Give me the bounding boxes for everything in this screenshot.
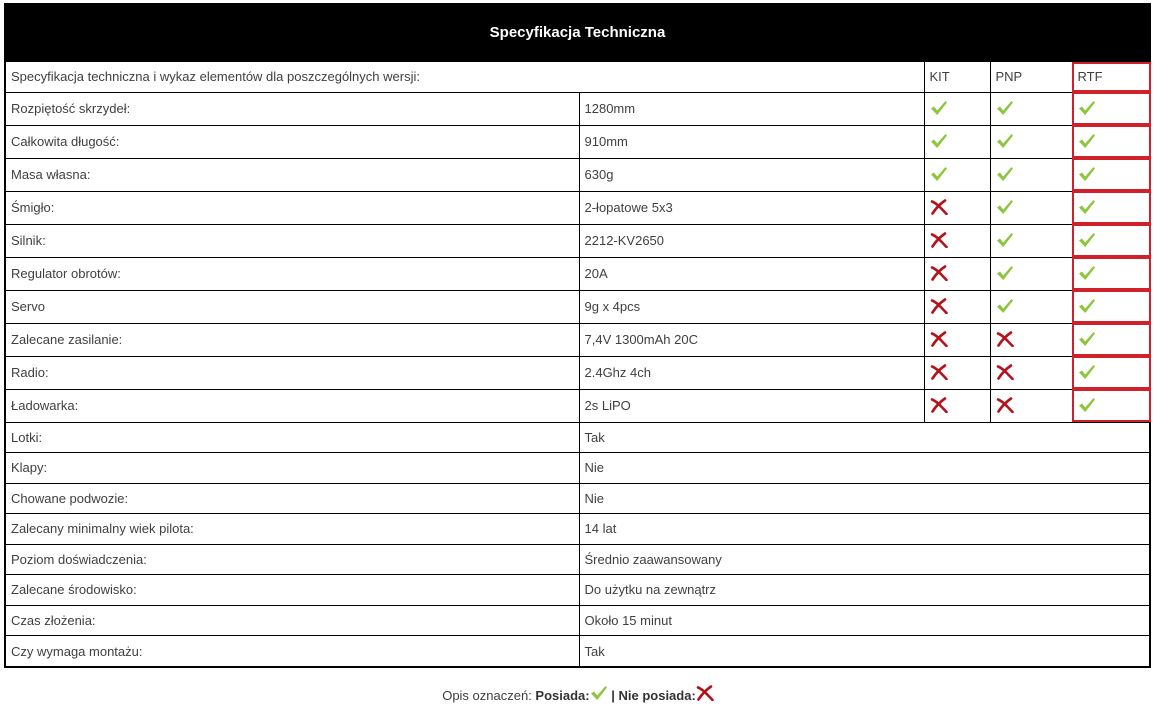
cross-icon xyxy=(996,397,1014,413)
check-icon xyxy=(1078,298,1096,314)
pnp-availability xyxy=(990,323,1072,356)
rtf-availability xyxy=(1072,323,1151,356)
row-label: Ładowarka: xyxy=(6,389,579,422)
row-label: Czy wymaga montażu: xyxy=(6,636,579,667)
row-label: Regulator obrotów: xyxy=(6,257,579,290)
check-icon xyxy=(996,166,1014,182)
check-icon xyxy=(1078,133,1096,149)
row-label: Rozpiętość skrzydeł: xyxy=(6,92,579,125)
pnp-availability xyxy=(990,257,1072,290)
kit-availability xyxy=(924,125,990,158)
pnp-availability xyxy=(990,125,1072,158)
kit-availability xyxy=(924,323,990,356)
rtf-availability xyxy=(1072,356,1151,389)
cross-icon xyxy=(930,199,948,215)
table-row xyxy=(6,575,1151,606)
table-row xyxy=(6,544,1151,575)
check-icon xyxy=(1078,100,1096,116)
row-label: Zalecane środowisko: xyxy=(6,575,579,606)
table-row xyxy=(6,290,1151,323)
rtf-availability xyxy=(1072,290,1151,323)
pnp-availability xyxy=(990,158,1072,191)
header-description: Specyfikacja techniczna i wykaz elementów dla poszczególnych wersji: xyxy=(6,62,924,92)
table-row xyxy=(6,389,1151,422)
check-icon xyxy=(1078,331,1096,347)
pnp-availability xyxy=(990,92,1072,125)
row-value: Tak xyxy=(579,422,1151,453)
legend-separator: | xyxy=(607,688,619,703)
row-value: Nie xyxy=(579,453,1151,484)
pnp-availability xyxy=(990,290,1072,323)
kit-availability xyxy=(924,158,990,191)
row-value: Nie xyxy=(579,483,1151,514)
check-icon xyxy=(1078,397,1096,413)
table-row xyxy=(6,605,1151,636)
row-label: Masa własna: xyxy=(6,158,579,191)
table-row xyxy=(6,158,1151,191)
row-value: Do użytku na zewnątrz xyxy=(579,575,1151,606)
kit-availability xyxy=(924,224,990,257)
legend xyxy=(0,688,1156,703)
check-icon xyxy=(1078,166,1096,182)
check-icon xyxy=(996,100,1014,116)
kit-availability xyxy=(924,389,990,422)
row-value: 9g x 4pcs xyxy=(579,290,924,323)
row-label: Zalecany minimalny wiek pilota: xyxy=(6,514,579,545)
check-icon xyxy=(1078,265,1096,281)
rtf-availability xyxy=(1072,389,1151,422)
row-value: 2212-KV2650 xyxy=(579,224,924,257)
rtf-availability xyxy=(1072,191,1151,224)
pnp-availability xyxy=(990,224,1072,257)
table-row xyxy=(6,224,1151,257)
row-value: 14 lat xyxy=(579,514,1151,545)
cross-icon xyxy=(930,364,948,380)
rtf-availability xyxy=(1072,158,1151,191)
legend-has-label: Posiada: xyxy=(535,688,590,703)
header-kit: KIT xyxy=(924,62,990,92)
row-label: Śmigło: xyxy=(6,191,579,224)
table-row xyxy=(6,257,1151,290)
table-row xyxy=(6,323,1151,356)
cross-icon xyxy=(930,265,948,281)
row-label: Servo xyxy=(6,290,579,323)
row-value: 2.4Ghz 4ch xyxy=(579,356,924,389)
kit-availability xyxy=(924,356,990,389)
row-value: 1280mm xyxy=(579,92,924,125)
row-value: Tak xyxy=(579,636,1151,667)
check-icon xyxy=(996,232,1014,248)
rtf-availability xyxy=(1072,224,1151,257)
check-icon xyxy=(1078,232,1096,248)
row-label: Chowane podwozie: xyxy=(6,483,579,514)
legend-has-not-label: Nie posiada: xyxy=(618,688,696,703)
table-row xyxy=(6,483,1151,514)
row-value: 7,4V 1300mAh 20C xyxy=(579,323,924,356)
spec-table xyxy=(6,62,1151,666)
row-value: 630g xyxy=(579,158,924,191)
check-icon xyxy=(1078,199,1096,215)
row-label: Czas złożenia: xyxy=(6,605,579,636)
kit-availability xyxy=(924,257,990,290)
row-label: Całkowita długość: xyxy=(6,125,579,158)
row-label: Zalecane zasilanie: xyxy=(6,323,579,356)
table-row xyxy=(6,514,1151,545)
spec-title: Specyfikacja Techniczna xyxy=(6,3,1149,62)
kit-availability xyxy=(924,191,990,224)
header-rtf: RTF xyxy=(1072,62,1151,92)
row-value: Średnio zaawansowany xyxy=(579,544,1151,575)
header-pnp: PNP xyxy=(990,62,1072,92)
table-row xyxy=(6,636,1151,667)
cross-icon xyxy=(930,232,948,248)
row-value: Około 15 minut xyxy=(579,605,1151,636)
table-row xyxy=(6,191,1151,224)
table-row xyxy=(6,453,1151,484)
row-value: 2s LiPO xyxy=(579,389,924,422)
row-value: 2-łopatowe 5x3 xyxy=(579,191,924,224)
rtf-availability xyxy=(1072,92,1151,125)
cross-icon xyxy=(930,331,948,347)
table-row xyxy=(6,125,1151,158)
cross-icon xyxy=(930,298,948,314)
row-value: 910mm xyxy=(579,125,924,158)
legend-prefix: Opis oznaczeń: xyxy=(442,688,536,703)
cross-icon xyxy=(696,685,714,701)
check-icon xyxy=(1078,364,1096,380)
row-label: Silnik: xyxy=(6,224,579,257)
header-row xyxy=(6,62,1151,92)
cross-icon xyxy=(996,331,1014,347)
check-icon xyxy=(590,685,608,701)
kit-availability xyxy=(924,290,990,323)
table-row xyxy=(6,422,1151,453)
rtf-availability xyxy=(1072,257,1151,290)
check-icon xyxy=(930,100,948,116)
row-label: Klapy: xyxy=(6,453,579,484)
table-row xyxy=(6,356,1151,389)
row-label: Radio: xyxy=(6,356,579,389)
row-label: Poziom doświadczenia: xyxy=(6,544,579,575)
rtf-availability xyxy=(1072,125,1151,158)
pnp-availability xyxy=(990,356,1072,389)
pnp-availability xyxy=(990,191,1072,224)
check-icon xyxy=(996,298,1014,314)
cross-icon xyxy=(930,397,948,413)
pnp-availability xyxy=(990,389,1072,422)
check-icon xyxy=(930,133,948,149)
cross-icon xyxy=(996,364,1014,380)
kit-availability xyxy=(924,92,990,125)
check-icon xyxy=(996,199,1014,215)
table-row xyxy=(6,92,1151,125)
check-icon xyxy=(996,265,1014,281)
check-icon xyxy=(996,133,1014,149)
row-label: Lotki: xyxy=(6,422,579,453)
row-value: 20A xyxy=(579,257,924,290)
spec-sheet xyxy=(4,3,1151,668)
check-icon xyxy=(930,166,948,182)
